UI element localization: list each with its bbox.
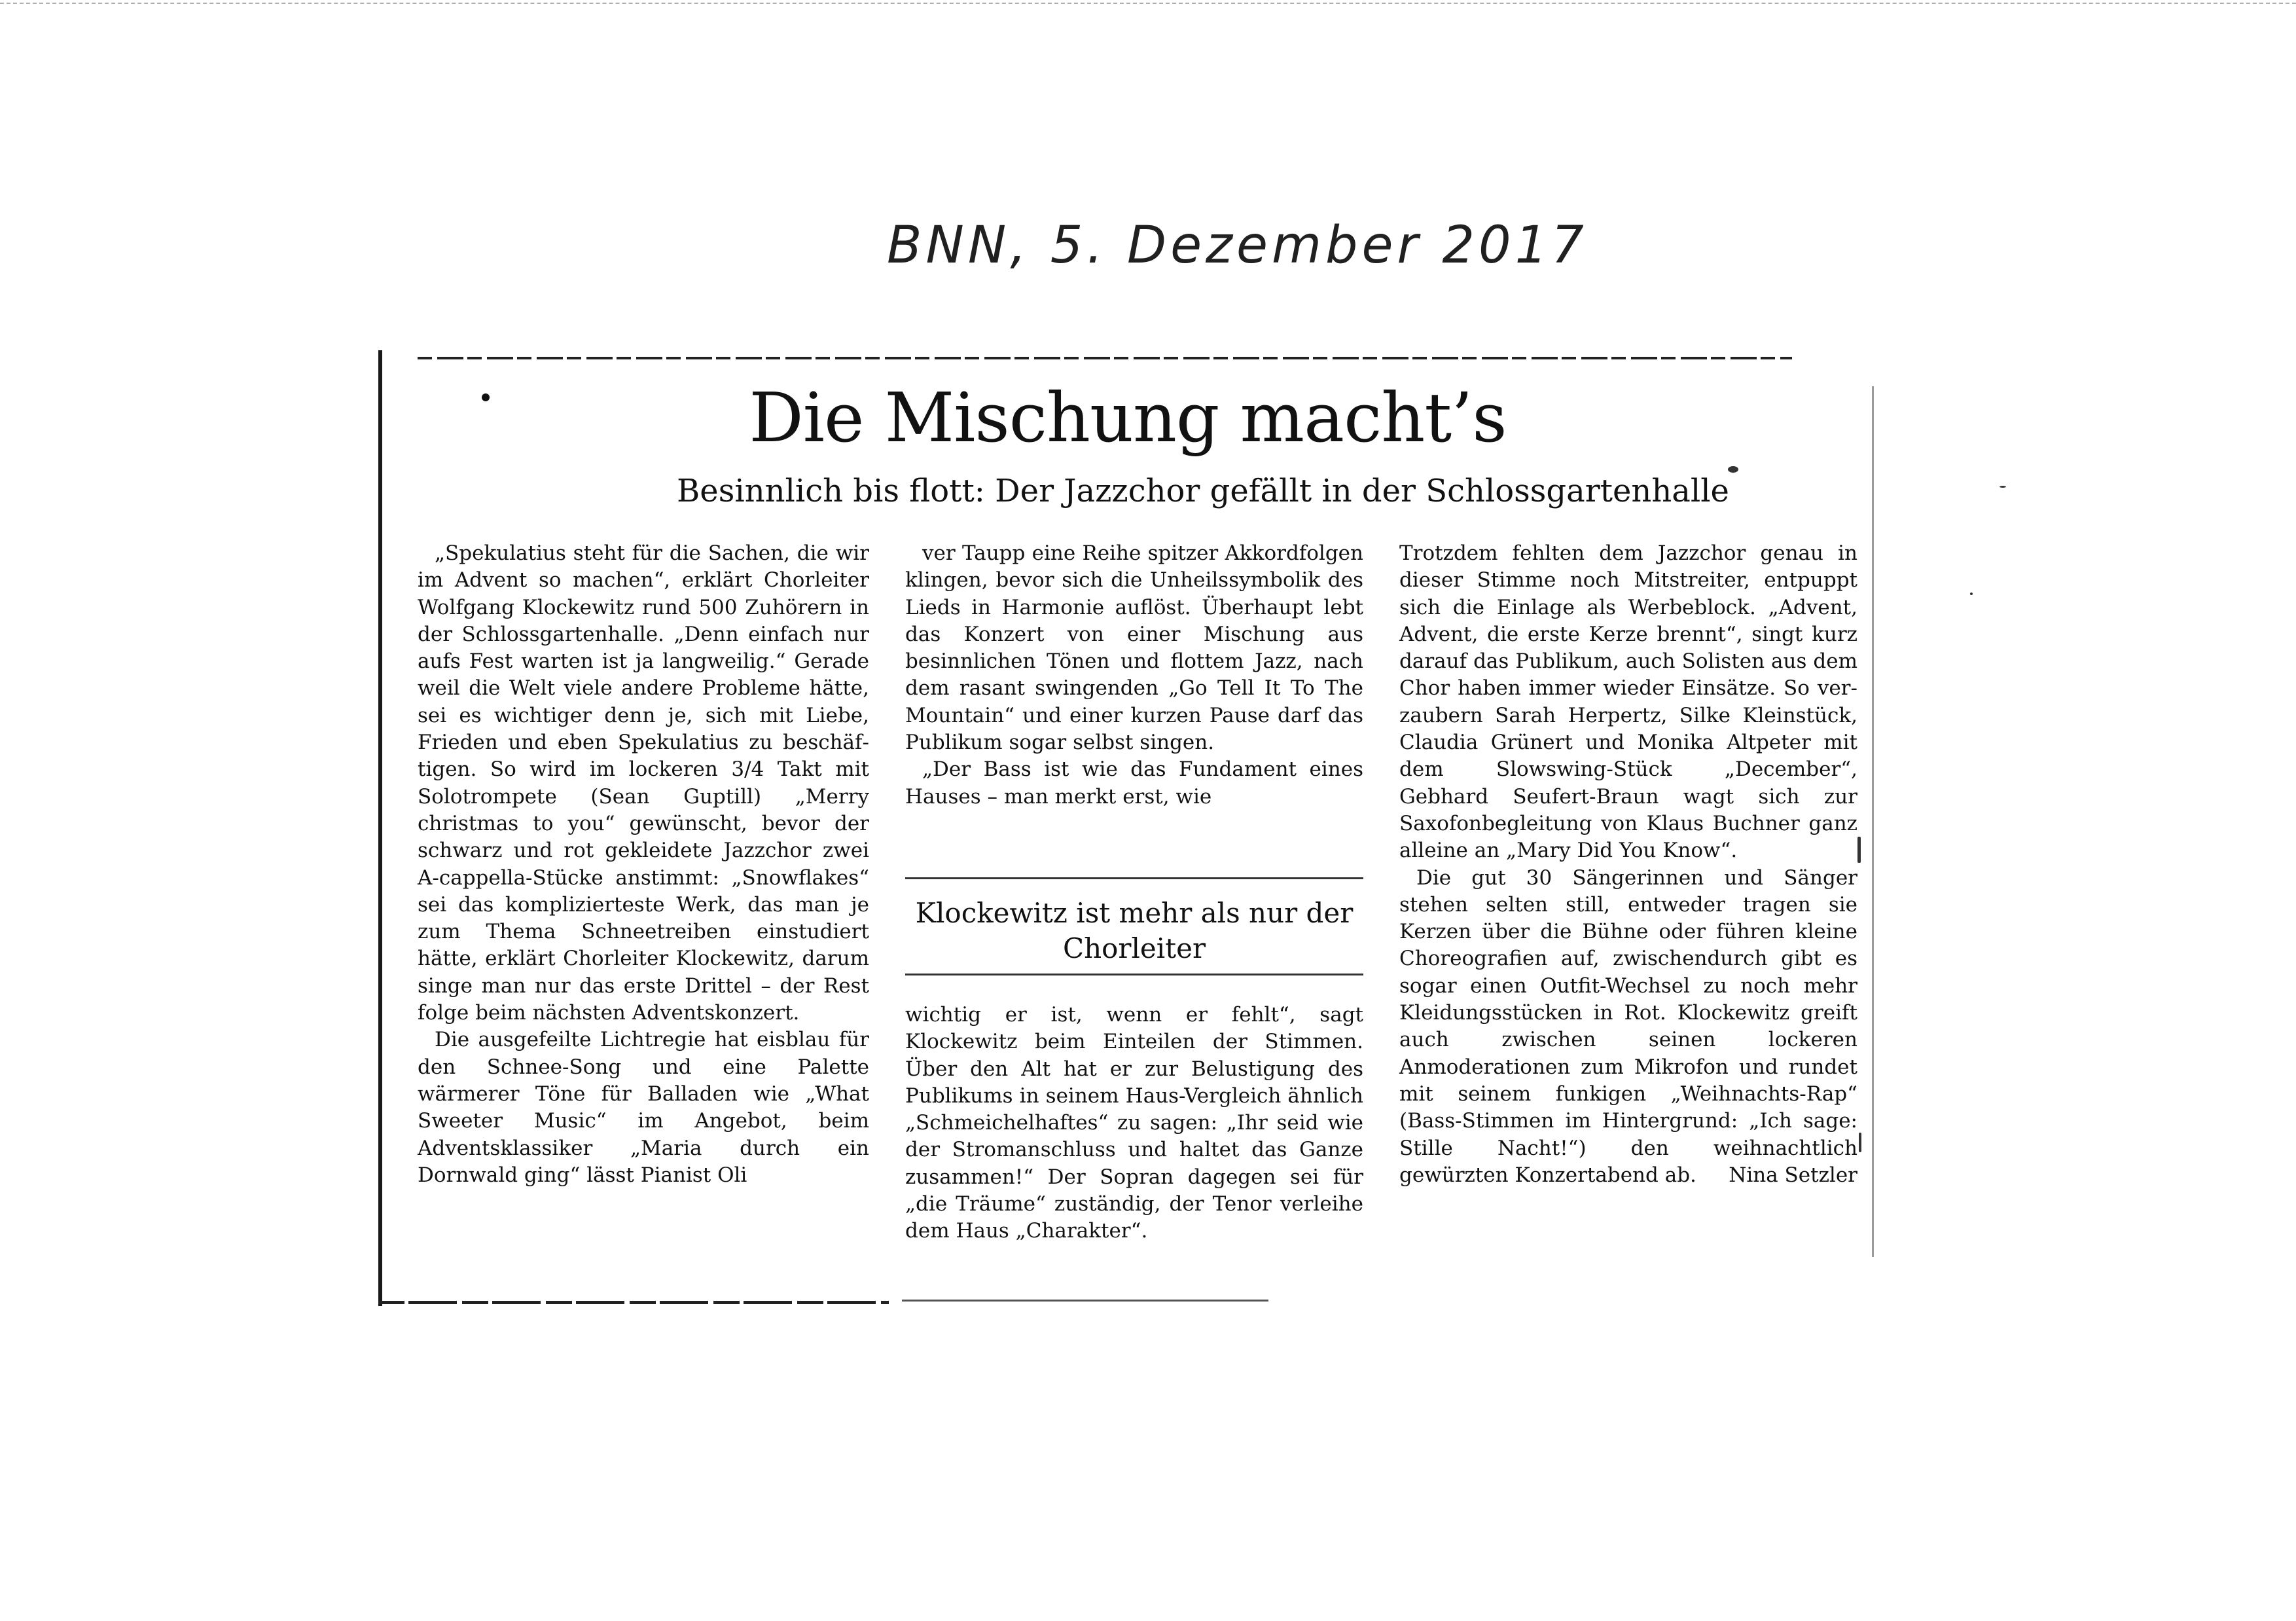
subheading-box bbox=[905, 877, 1363, 975]
article-subheading: Klockewitz ist mehr als nur der Chorleiter bbox=[915, 897, 1354, 964]
clipping-left-edge bbox=[378, 350, 382, 1306]
article-column-3 bbox=[1399, 540, 1857, 1189]
paragraph-text: Die gut 30 Sängerinnen und Sänger stehen selten still, entweder tragen sie Kerzen über die Bühne oder führen kleine Choreografien auf, zwischendurch gibt es sogar einen Outfit-Wechsel zu noch mehr Kleidungsstücken in Rot. Klockewitz greift auch zwischen seinen lockeren Anmoderationen zum Mikrofon und rundet mit seinem funkigen „Weihnachts-Rap“ (Bass-Stimmen im Hintergrund: „Ich sage: Stille Nacht!“) den weihnachtlich gewürzten Konzertabend ab. bbox=[1399, 865, 1857, 1187]
paragraph: „Der Bass ist wie das Fundament eines Hauses – man merkt erst, wie bbox=[905, 757, 1363, 809]
scan-speck bbox=[2000, 486, 2006, 488]
article-column-2 bbox=[905, 540, 1363, 810]
article-column-1 bbox=[418, 540, 869, 1189]
subheading-rule-top bbox=[905, 877, 1363, 879]
clipping-right-edge bbox=[1872, 386, 1874, 1257]
paragraph: wichtig er ist, wenn er fehlt“, sagt Klockewitz beim Einteilen der Stimmen. Über den Alt hat er zur Belustigung des Publikums in seinem Haus-Vergleich ähnlich „Schmeichelhaftes“ zu sagen: „Ihr seid wie der Stromanschluss und haltet das Ganze zusammen!“ Der Sopran dagegen sei für „die Träume“ zuständig, der Tenor verleihe dem Haus „Charakter“. bbox=[905, 1003, 1363, 1243]
article-author: Nina Setzler bbox=[1729, 1163, 1857, 1187]
scan-speck bbox=[1859, 1133, 1861, 1152]
scan-speck bbox=[1970, 592, 1973, 595]
paragraph bbox=[1399, 865, 1857, 1190]
paragraph: „Spekulatius steht für die Sachen, die wir im Advent so machen“, erklärt Chorleiter Wolfgang Klockewitz rund 500 Zuhörern in der Schlossgartenhalle. „Denn einfach nur aufs Fest warten ist ja langweilig.“ Gerade weil die Welt viele andere Probleme hätte, sei es wichtiger denn je, sich mit Liebe, Frieden und eben Spekulatius zu beschäftigen. So wird im lockeren 3/4 Takt mit Solotrompete (Sean Guptill) „Merry christmas to you“ gewünscht, bevor der schwarz und rot gekleidete Jazzchor zwei A-cappella-Stücke anstimmt: „Snowflakes“ sei das komplizierteste Werk, das man je zum Thema Schneetreiben einstudiert hätte, erklärt Chorleiter Klockewitz, darum singe man nur das erste Drittel – der Rest folge beim nächsten Adventskonzert. bbox=[418, 541, 869, 1025]
scan-speck bbox=[1728, 466, 1738, 473]
subheading-rule-bottom bbox=[905, 974, 1363, 975]
paragraph: Trotzdem fehlten dem Jazzchor genau in dieser Stimme noch Mitstreiter, entpuppt sich die Einlage als Werbeblock. „Advent, Advent, die erste Kerze brennt“, singt kurz darauf das Publikum, auch Solisten aus dem Chor haben immer wieder Einsätze. So verzaubern Sarah Herpertz, Silke Kleinstück, Claudia Grünert und Monika Altpeter mit dem Slowswing-Stück „December“, Gebhard Seufert-Braun wagt sich zur Saxofonbegleitung von Klaus Buchner ganz alleine an „Mary Did You Know“. bbox=[1399, 541, 1857, 863]
clipping-top-rule bbox=[418, 357, 1792, 359]
article-subheadline: Besinnlich bis flott: Der Jazzchor gefällt in der Schlossgartenhalle bbox=[677, 473, 1729, 509]
article-column-2-continued bbox=[905, 1002, 1363, 1245]
article-headline: Die Mischung macht’s bbox=[749, 378, 1507, 458]
clipping-bottom-rule-secondary bbox=[902, 1300, 1268, 1302]
clipping-bottom-rule bbox=[378, 1301, 889, 1304]
paragraph: Die ausgefeilte Lichtregie hat eisblau für den Schnee-Song und eine Palette wärmerer Töne für Balladen wie „What Sweeter Music“ im Angebot, beim Adventsklassiker „Maria durch ein Dornwald ging“ lässt Pianist Oli bbox=[418, 1028, 869, 1187]
paragraph: ver Taupp eine Reihe spitzer Akkordfolgen klingen, bevor sich die Unheilssymbolik des Lieds in Harmonie auflöst. Überhaupt lebt das Konzert von einer Mischung aus besinnlichen Tönen und flottem Jazz, nach dem rasant swingenden „Go Tell It To The Mountain“ und einer kurzen Pause darf das Publikum sogar selbst singen. bbox=[905, 541, 1363, 755]
scan-border bbox=[0, 3, 2296, 4]
handwritten-date-note: BNN, 5. Dezember 2017 bbox=[887, 216, 1588, 275]
newspaper-clipping bbox=[378, 350, 1877, 1306]
scan-speck bbox=[1857, 837, 1861, 863]
